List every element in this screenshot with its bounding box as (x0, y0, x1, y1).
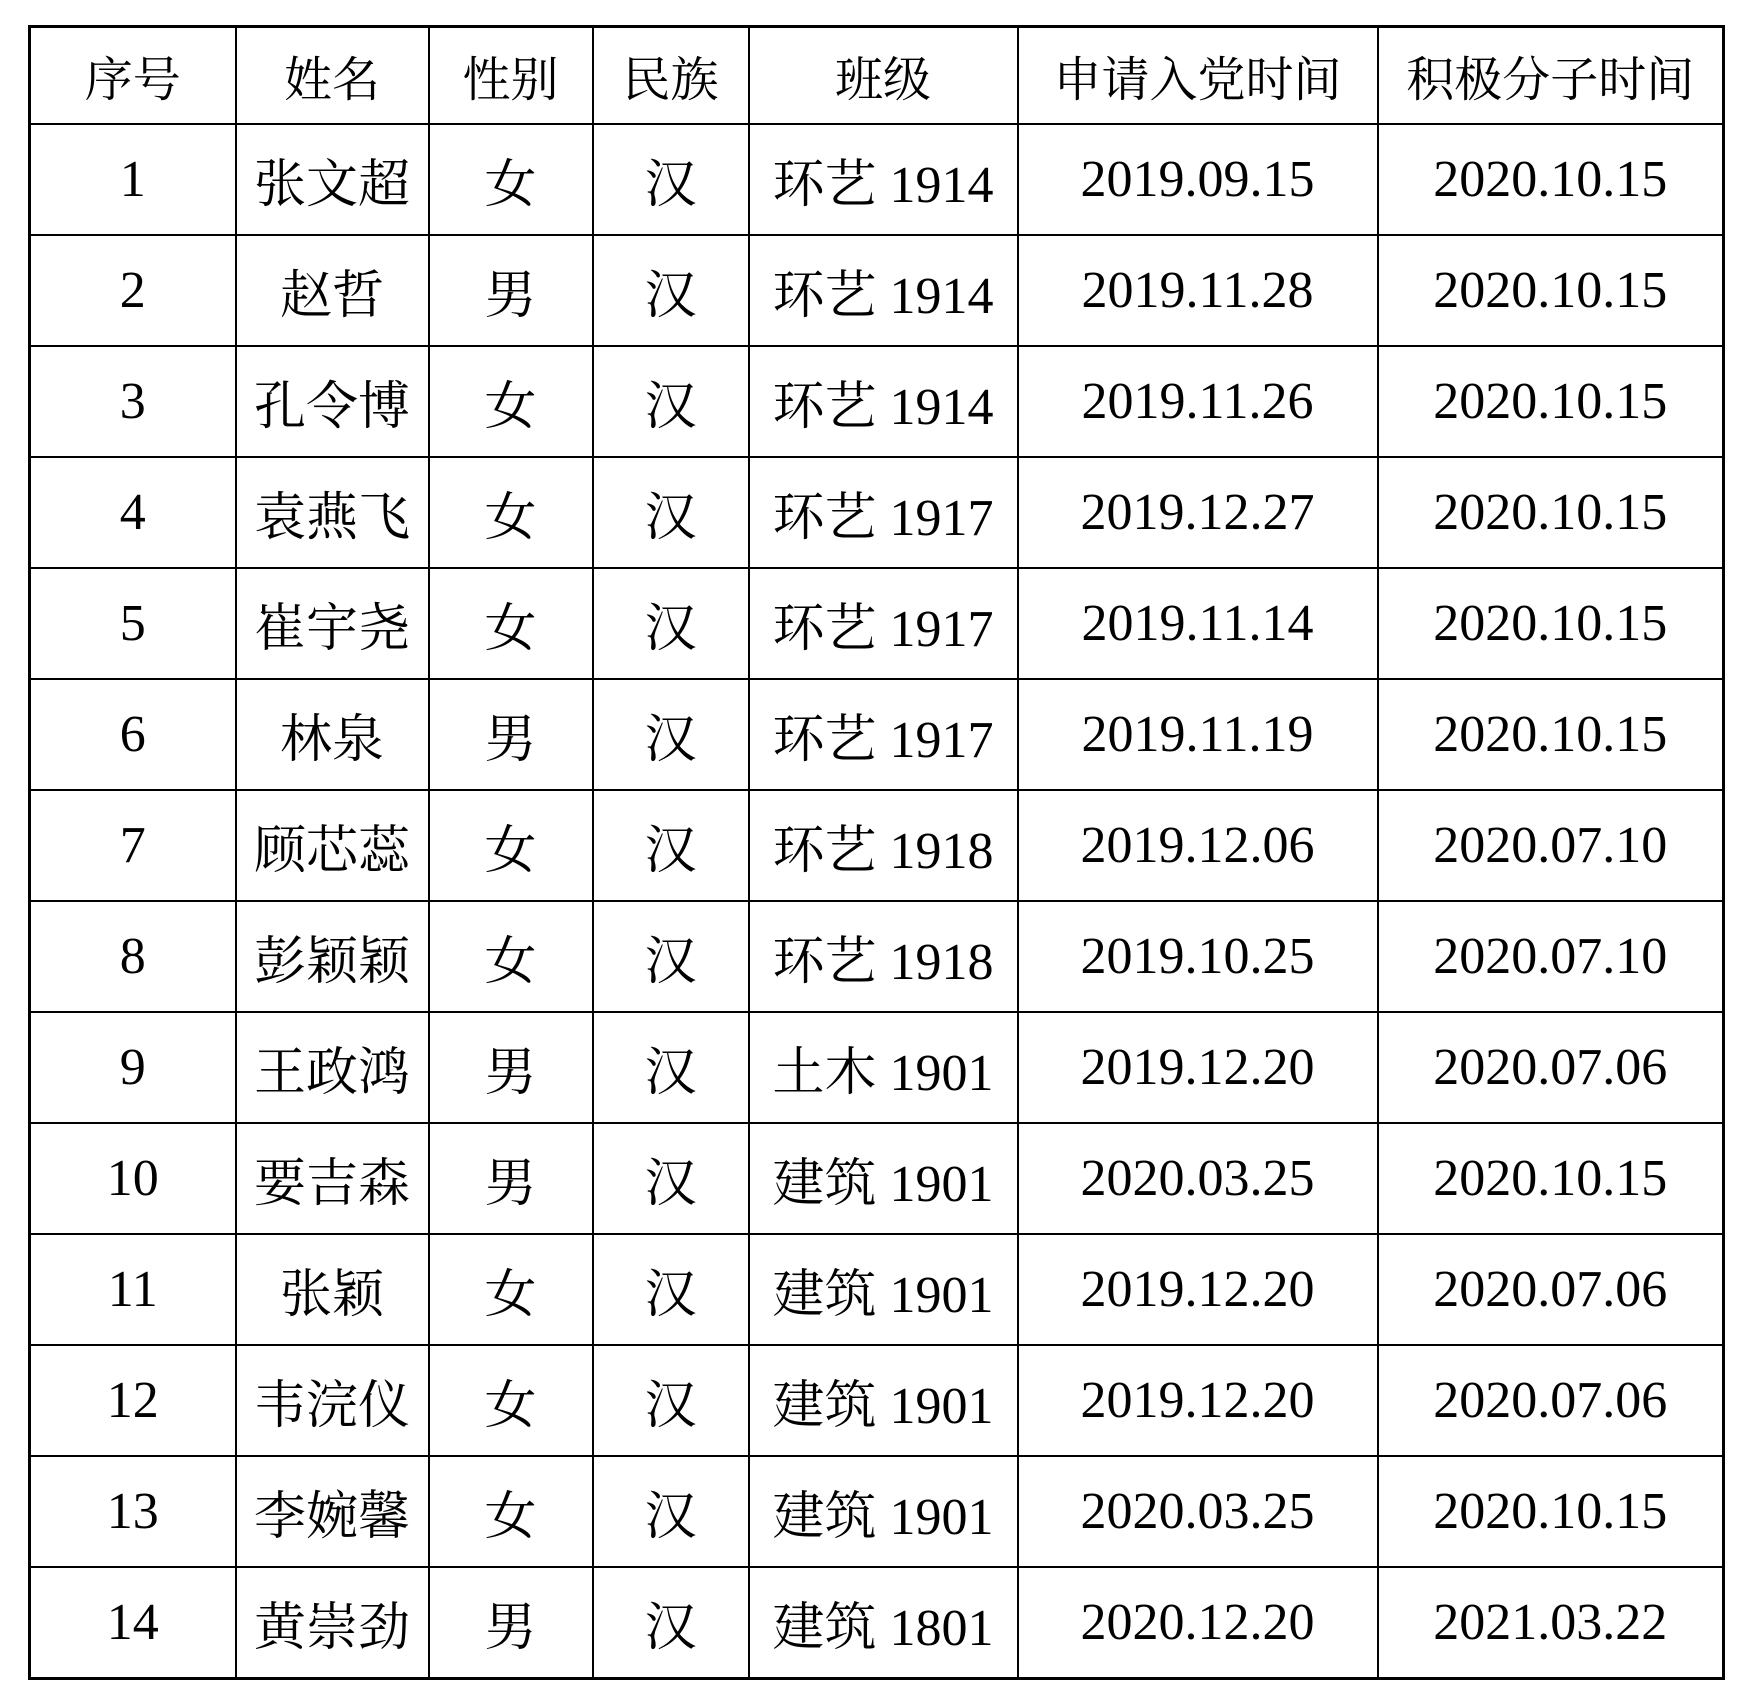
cell-ethnicity: 汉 (593, 1456, 749, 1567)
cell-application-date: 2019.12.20 (1018, 1234, 1378, 1345)
cell-class: 环艺 1914 (749, 235, 1018, 346)
header-ethnicity: 民族 (593, 27, 749, 125)
header-application-date: 申请入党时间 (1018, 27, 1378, 125)
cell-gender: 男 (429, 1123, 593, 1234)
header-name: 姓名 (236, 27, 429, 125)
table-row (30, 568, 1724, 679)
cell-name: 韦浣仪 (236, 1345, 429, 1456)
table-row (30, 346, 1724, 457)
cell-ethnicity: 汉 (593, 1567, 749, 1679)
cell-activist-date: 2020.10.15 (1378, 1123, 1724, 1234)
cell-index: 6 (30, 679, 236, 790)
cell-application-date: 2019.09.15 (1018, 124, 1378, 235)
cell-gender: 女 (429, 457, 593, 568)
table-row (30, 1567, 1724, 1679)
cell-index: 14 (30, 1567, 236, 1679)
cell-activist-date: 2020.07.06 (1378, 1345, 1724, 1456)
cell-application-date: 2019.12.20 (1018, 1012, 1378, 1123)
cell-class: 环艺 1918 (749, 790, 1018, 901)
header-activist-date: 积极分子时间 (1378, 27, 1724, 125)
table-row (30, 1012, 1724, 1123)
cell-name: 张颖 (236, 1234, 429, 1345)
cell-application-date: 2019.12.27 (1018, 457, 1378, 568)
table-row (30, 679, 1724, 790)
cell-index: 3 (30, 346, 236, 457)
cell-activist-date: 2020.07.10 (1378, 901, 1724, 1012)
cell-ethnicity: 汉 (593, 568, 749, 679)
cell-ethnicity: 汉 (593, 1012, 749, 1123)
cell-ethnicity: 汉 (593, 1234, 749, 1345)
cell-activist-date: 2020.10.15 (1378, 1456, 1724, 1567)
cell-index: 11 (30, 1234, 236, 1345)
header-gender: 性别 (429, 27, 593, 125)
cell-application-date: 2019.12.20 (1018, 1345, 1378, 1456)
cell-index: 10 (30, 1123, 236, 1234)
table-row (30, 124, 1724, 235)
cell-index: 13 (30, 1456, 236, 1567)
cell-index: 7 (30, 790, 236, 901)
cell-gender: 女 (429, 346, 593, 457)
cell-index: 1 (30, 124, 236, 235)
cell-name: 李婉馨 (236, 1456, 429, 1567)
cell-gender: 男 (429, 1567, 593, 1679)
cell-activist-date: 2020.10.15 (1378, 124, 1724, 235)
cell-activist-date: 2021.03.22 (1378, 1567, 1724, 1679)
cell-activist-date: 2020.10.15 (1378, 235, 1724, 346)
header-index: 序号 (30, 27, 236, 125)
cell-class: 环艺 1918 (749, 901, 1018, 1012)
cell-name: 孔令博 (236, 346, 429, 457)
cell-class: 环艺 1917 (749, 568, 1018, 679)
cell-class: 环艺 1914 (749, 346, 1018, 457)
table-row (30, 1345, 1724, 1456)
cell-index: 4 (30, 457, 236, 568)
cell-activist-date: 2020.10.15 (1378, 679, 1724, 790)
cell-application-date: 2019.10.25 (1018, 901, 1378, 1012)
cell-ethnicity: 汉 (593, 457, 749, 568)
header-class: 班级 (749, 27, 1018, 125)
cell-name: 顾芯蕊 (236, 790, 429, 901)
cell-gender: 女 (429, 1456, 593, 1567)
cell-ethnicity: 汉 (593, 679, 749, 790)
cell-name: 王政鸿 (236, 1012, 429, 1123)
cell-index: 5 (30, 568, 236, 679)
cell-gender: 女 (429, 124, 593, 235)
cell-name: 黄崇劲 (236, 1567, 429, 1679)
cell-index: 12 (30, 1345, 236, 1456)
cell-class: 建筑 1901 (749, 1123, 1018, 1234)
cell-ethnicity: 汉 (593, 790, 749, 901)
cell-name: 袁燕飞 (236, 457, 429, 568)
cell-application-date: 2019.11.19 (1018, 679, 1378, 790)
cell-application-date: 2020.03.25 (1018, 1123, 1378, 1234)
table-row (30, 457, 1724, 568)
cell-gender: 女 (429, 901, 593, 1012)
table-header-row (30, 27, 1724, 125)
table-row (30, 1456, 1724, 1567)
cell-ethnicity: 汉 (593, 346, 749, 457)
cell-application-date: 2019.11.26 (1018, 346, 1378, 457)
cell-gender: 女 (429, 568, 593, 679)
cell-index: 2 (30, 235, 236, 346)
cell-index: 8 (30, 901, 236, 1012)
cell-name: 要吉森 (236, 1123, 429, 1234)
cell-activist-date: 2020.07.10 (1378, 790, 1724, 901)
party-activist-roster-table (28, 25, 1725, 1680)
cell-class: 建筑 1901 (749, 1234, 1018, 1345)
cell-activist-date: 2020.10.15 (1378, 568, 1724, 679)
cell-class: 建筑 1901 (749, 1345, 1018, 1456)
table-row (30, 1123, 1724, 1234)
cell-class: 土木 1901 (749, 1012, 1018, 1123)
cell-activist-date: 2020.07.06 (1378, 1012, 1724, 1123)
table-row (30, 1234, 1724, 1345)
cell-activist-date: 2020.10.15 (1378, 457, 1724, 568)
cell-gender: 男 (429, 679, 593, 790)
table-row (30, 235, 1724, 346)
cell-class: 建筑 1901 (749, 1456, 1018, 1567)
cell-name: 彭颖颖 (236, 901, 429, 1012)
cell-gender: 男 (429, 235, 593, 346)
cell-gender: 男 (429, 1012, 593, 1123)
table-row (30, 901, 1724, 1012)
cell-class: 环艺 1917 (749, 679, 1018, 790)
cell-name: 张文超 (236, 124, 429, 235)
cell-application-date: 2020.03.25 (1018, 1456, 1378, 1567)
cell-application-date: 2020.12.20 (1018, 1567, 1378, 1679)
table-body (30, 124, 1724, 1679)
cell-ethnicity: 汉 (593, 235, 749, 346)
cell-gender: 女 (429, 1234, 593, 1345)
table-row (30, 790, 1724, 901)
cell-class: 建筑 1801 (749, 1567, 1018, 1679)
cell-gender: 女 (429, 790, 593, 901)
cell-application-date: 2019.11.28 (1018, 235, 1378, 346)
cell-name: 赵哲 (236, 235, 429, 346)
cell-name: 林泉 (236, 679, 429, 790)
cell-ethnicity: 汉 (593, 1123, 749, 1234)
cell-ethnicity: 汉 (593, 901, 749, 1012)
cell-class: 环艺 1914 (749, 124, 1018, 235)
cell-activist-date: 2020.07.06 (1378, 1234, 1724, 1345)
cell-ethnicity: 汉 (593, 1345, 749, 1456)
cell-class: 环艺 1917 (749, 457, 1018, 568)
cell-index: 9 (30, 1012, 236, 1123)
cell-name: 崔宇尧 (236, 568, 429, 679)
cell-application-date: 2019.12.06 (1018, 790, 1378, 901)
cell-activist-date: 2020.10.15 (1378, 346, 1724, 457)
cell-application-date: 2019.11.14 (1018, 568, 1378, 679)
cell-ethnicity: 汉 (593, 124, 749, 235)
cell-gender: 女 (429, 1345, 593, 1456)
